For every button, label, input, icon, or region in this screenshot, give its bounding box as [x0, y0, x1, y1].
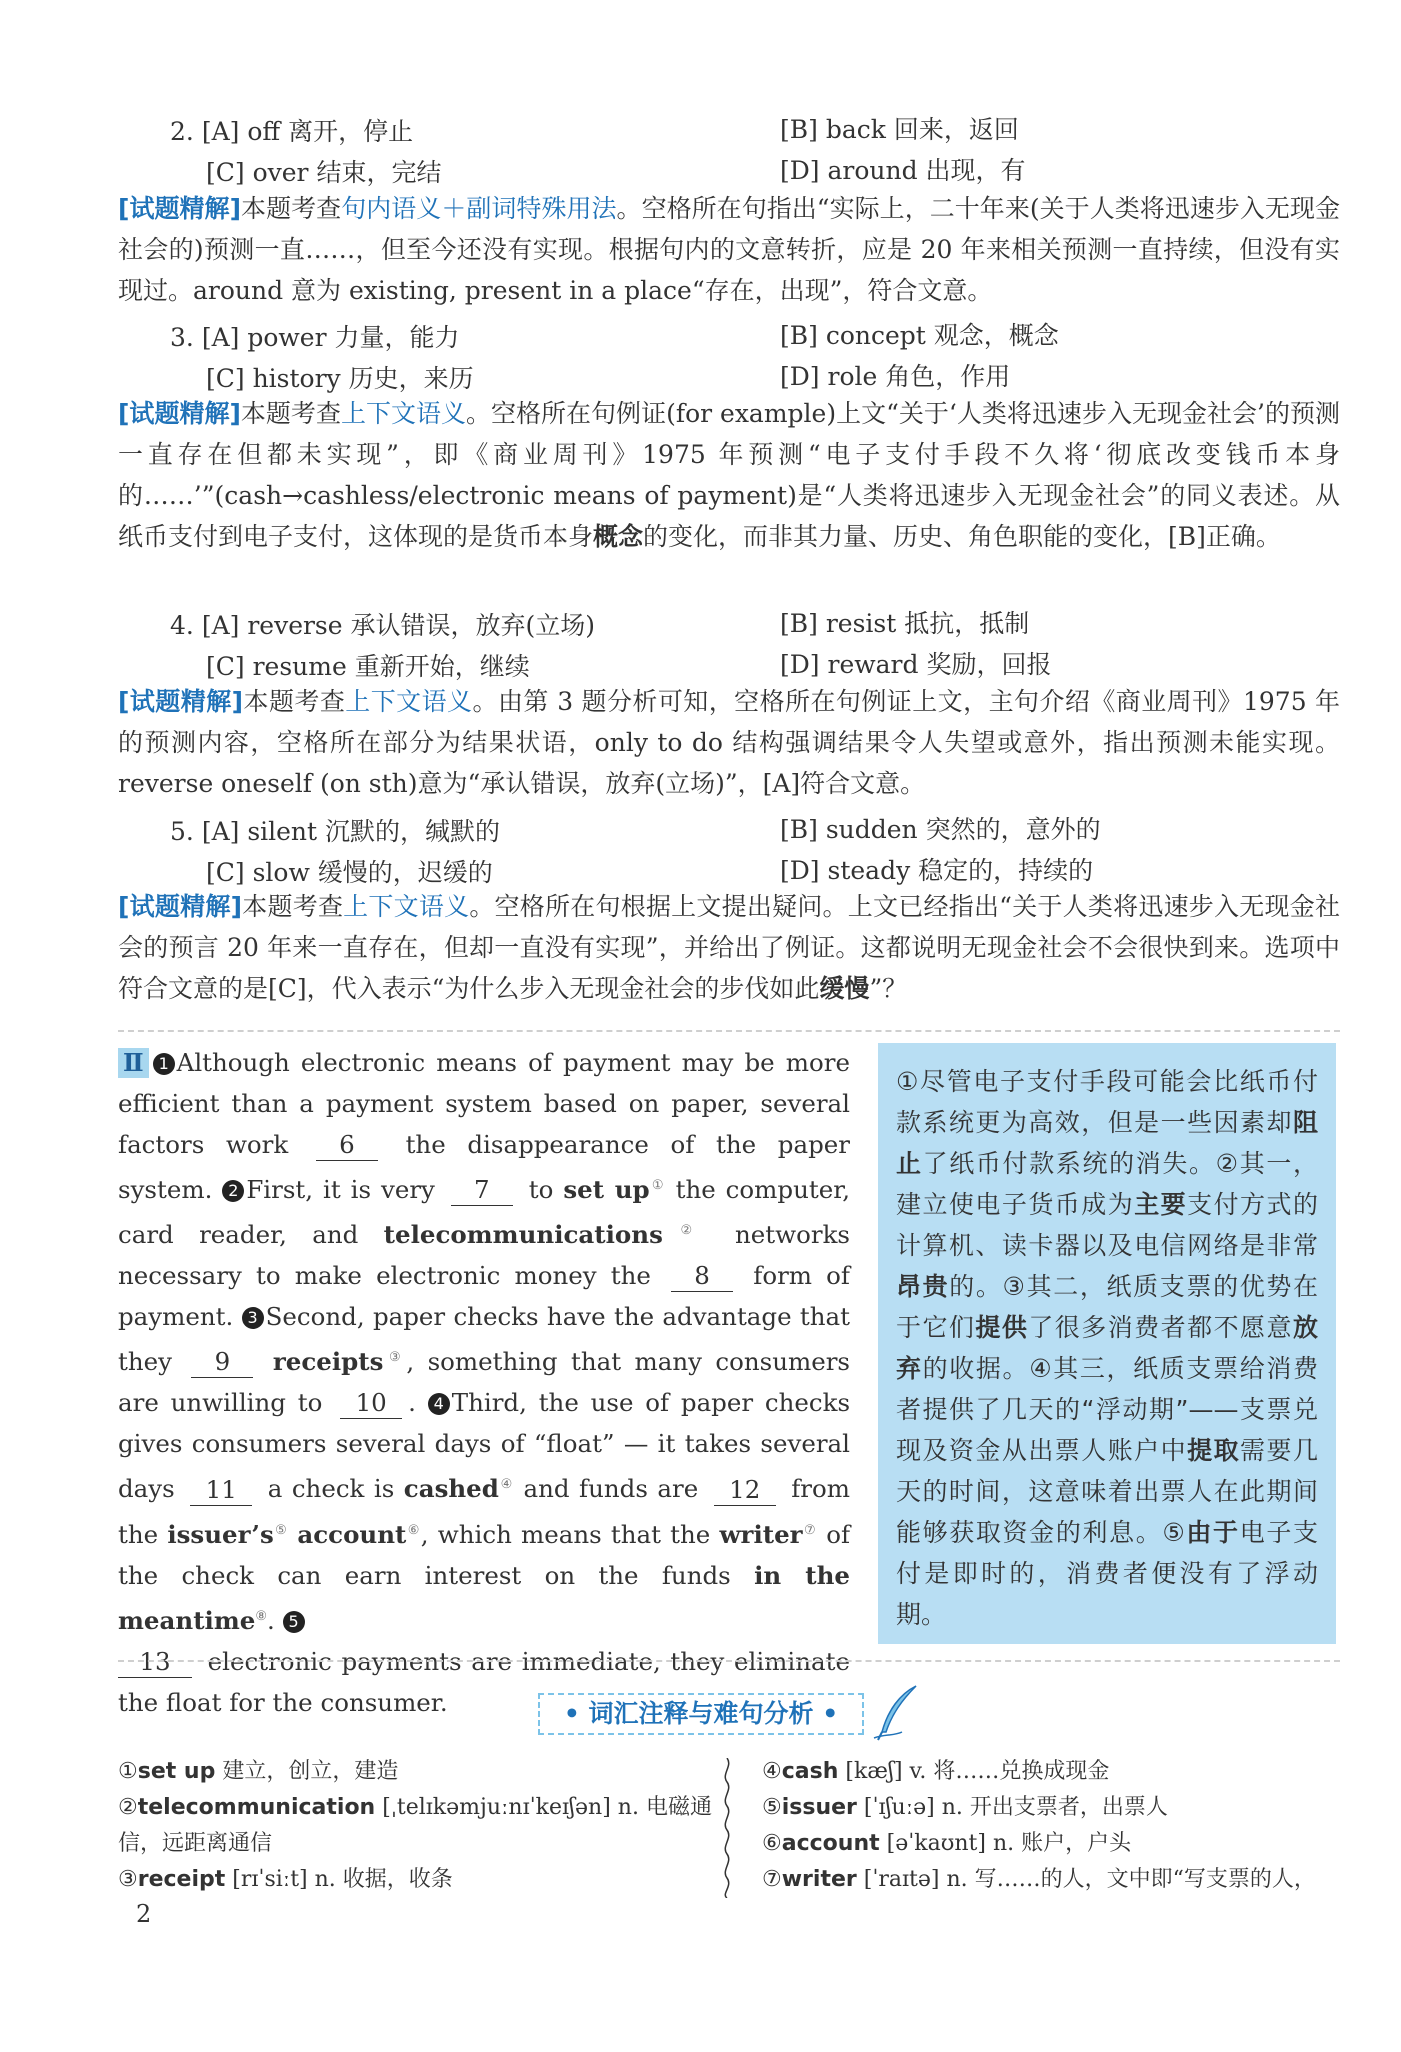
- option-b: [B] resist 抵抗，抵制: [780, 609, 1030, 638]
- vocab-set-up: set up: [563, 1175, 650, 1205]
- vocab-item: ⑦writer [ˈraɪtə] n. 写……的人，文中即“写支票的人，: [762, 1867, 1316, 1892]
- option-a: [A] reverse 承认错误，放弃(立场): [201, 611, 596, 640]
- sentence-1-marker: 1: [153, 1053, 175, 1075]
- explanation-keyword: 上下文语义: [345, 687, 473, 716]
- vocab-cashed: cashed: [403, 1474, 499, 1504]
- option-a: [A] silent 沉默的，缄默的: [201, 817, 501, 846]
- explanation-tag: [试题精解]: [118, 892, 243, 921]
- sentence-3-marker: 3: [242, 1307, 264, 1329]
- explanation-keyword: 上下文语义: [343, 892, 470, 921]
- explanation-tag: [试题精解]: [118, 194, 242, 223]
- blank-11: 11: [190, 1475, 252, 1506]
- question-number: 4.: [170, 611, 194, 640]
- option-b: [B] sudden 突然的，意外的: [780, 815, 1101, 844]
- blank-12: 12: [714, 1475, 776, 1506]
- reading-passage: Ⅱ 1 Although electronic means of payment may be more efficient than a payment system based on paper, several factors work 6 the disappearance of the paper system. 2 First, it is very 7 to set up① the computer, card reader, and telecommunications② networks necessary to make electronic money the 8 form of payment. 3 Second, paper checks have the advantage that they 9 receipts③, something that many consumers are unwilling to 10 . 4 Third, the use of paper checks gives consumers several days of “float” — it takes several days 11 a check is cashed④ and funds are 12 from the issuer’s⑤ account⑥, which means that the writer⑦ of the check can earn interest on the funds in the meantime⑧. 5 13 electronic payments are immediate, they eliminate the float for the consumer.: [118, 1048, 851, 1717]
- section-divider: [118, 1030, 1340, 1032]
- option-c: [C] slow 缓慢的，迟缓的: [206, 858, 493, 887]
- option-d: [D] around 出现，有: [780, 156, 1026, 185]
- option-a: [A] power 力量，能力: [201, 323, 460, 352]
- quill-icon: [872, 1684, 920, 1742]
- option-b: [B] concept 观念，概念: [780, 321, 1059, 350]
- explanation-tag: [试题精解]: [118, 687, 244, 716]
- question-number: 2.: [170, 117, 194, 146]
- section-divider: [118, 1660, 1340, 1662]
- translation-box: ①尽管电子支付手段可能会比纸币付款系统更为高效，但是一些因素却阻止了纸币付款系统的消失。②其一，建立使电子货币成为主要支付方式的计算机、读卡器以及电信网络是非常昂贵的。③其二，纸质支票的优势在于它们提供了很多消费者都不愿意放弃的收据。④其三，纸质支票给消费者提供了几天的“浮动期”——支票兑现及资金从出票人账户中提取需要几天的时间，这意味着出票人在此期间能够获取资金的利息。⑤由于电子支付是即时的，消费者便没有了浮动期。: [878, 1043, 1336, 1644]
- explanation-2: [试题精解]本题考查句内语义＋副词特殊用法。空格所在句指出“实际上，二十年来(关于人类将迅速步入无现金社会的)预测一直……，但至今还没有实现。根据句内的文意转折，应是 20 年来相关预测一直持续，但没有实现过。around 意为 existing, present in a place“存在，出现”，符合文意。: [118, 194, 1340, 305]
- option-a: [A] off 离开，停止: [201, 117, 414, 146]
- question-5-row-1: [170, 812, 500, 848]
- vocab-item: ③receipt [rɪˈsiːt] n. 收据，收条: [118, 1867, 453, 1892]
- explanation-keyword: 上下文语义: [340, 399, 466, 428]
- explanation-5: [试题精解]本题考查上下文语义。空格所在句根据上文提出疑问。上文已经指出“关于人类将迅速步入无现金社会的预言 20 年来一直存在，但却一直没有实现”，并给出了例证。这都说明无现金社会不会很快到来。选项中符合文意的是[C]，代入表示“为什么步入无现金社会的步伐如此缓慢”？: [118, 892, 1340, 1003]
- explanation-tag: [试题精解]: [118, 399, 241, 428]
- vocab-list-left: [118, 1754, 712, 1898]
- vocab-item: 信，远距离通信: [118, 1831, 273, 1856]
- blank-9: 9: [191, 1347, 253, 1378]
- blank-13: 13: [118, 1647, 192, 1678]
- sentence-5-marker: 5: [283, 1611, 305, 1633]
- vocab-item: ②telecommunication [ˌtelɪkəmjuːnɪˈkeɪʃən] n. 电磁通: [118, 1795, 712, 1820]
- question-3-row-1: [170, 318, 459, 354]
- question-number: 5.: [170, 817, 194, 846]
- blank-8: 8: [671, 1261, 733, 1292]
- page-number: 2: [136, 1900, 152, 1928]
- question-2-row-1: [170, 112, 413, 148]
- section-number: Ⅱ: [118, 1048, 149, 1078]
- blank-6: 6: [316, 1130, 378, 1161]
- option-c: [C] over 结束，完结: [206, 158, 442, 187]
- vocab-in-the-meantime: in the meantime: [118, 1560, 850, 1635]
- option-c: [C] resume 重新开始，继续: [206, 652, 530, 681]
- vocab-item: ⑥account [əˈkaʊnt] n. 账户，户头: [762, 1831, 1132, 1856]
- vocab-account: account: [297, 1519, 407, 1549]
- vocab-writer: writer: [719, 1519, 803, 1549]
- option-c: [C] history 历史，来历: [206, 364, 474, 393]
- question-4-row-1: [170, 606, 595, 642]
- explanation-3: [试题精解]本题考查上下文语义。空格所在句例证(for example)上文“关于‘人类将迅速步入无现金社会’的预测一直存在但都未实现”，即《商业周刊》1975 年预测“电子支付手段不久将‘彻底改变钱币本身的……’”(cash→cashless/electronic means of payment)是“人类将迅速步入无现金社会”的同义表述。从纸币支付到电子支付，这体现的是货币本身概念的变化，而非其力量、历史、角色职能的变化，[B]正确。: [118, 399, 1340, 551]
- option-d: [D] steady 稳定的，持续的: [780, 856, 1094, 885]
- sentence-2-marker: 2: [222, 1180, 244, 1202]
- vocab-item: ①set up 建立，创立，建造: [118, 1759, 399, 1784]
- vocab-section-title: • 词汇注释与难句分析 •: [538, 1693, 864, 1735]
- explanation-keyword: 句内语义＋副词特殊用法: [341, 194, 617, 223]
- vocab-receipts: receipts: [272, 1347, 384, 1377]
- option-d: [D] role 角色，作用: [780, 362, 1011, 391]
- vocab-issuers: issuer’s: [167, 1519, 274, 1549]
- blank-7: 7: [451, 1175, 513, 1206]
- sentence-4-marker: 4: [428, 1393, 450, 1415]
- explanation-4: [试题精解]本题考查上下文语义。由第 3 题分析可知，空格所在句例证上文，主句介绍《商业周刊》1975 年的预测内容，空格所在部分为结果状语，only to do 结构强调结果令人失望或意外，指出预测未能实现。reverse oneself (on sth)意为“承认错误，放弃(立场)”，[A]符合文意。: [118, 687, 1340, 798]
- vocab-telecommunications: telecommunications: [383, 1220, 663, 1250]
- blank-10: 10: [340, 1388, 402, 1419]
- vocab-item: ④cash [kæʃ] v. 将……兑换成现金: [762, 1759, 1110, 1784]
- column-divider: [720, 1758, 734, 1898]
- vocab-item: ⑤issuer [ˈɪʃuːə] n. 开出支票者，出票人: [762, 1795, 1168, 1820]
- option-b: [B] back 回来，返回: [780, 115, 1019, 144]
- vocab-list-right: [762, 1754, 1352, 1898]
- question-number: 3.: [170, 323, 194, 352]
- option-d: [D] reward 奖励，回报: [780, 650, 1052, 679]
